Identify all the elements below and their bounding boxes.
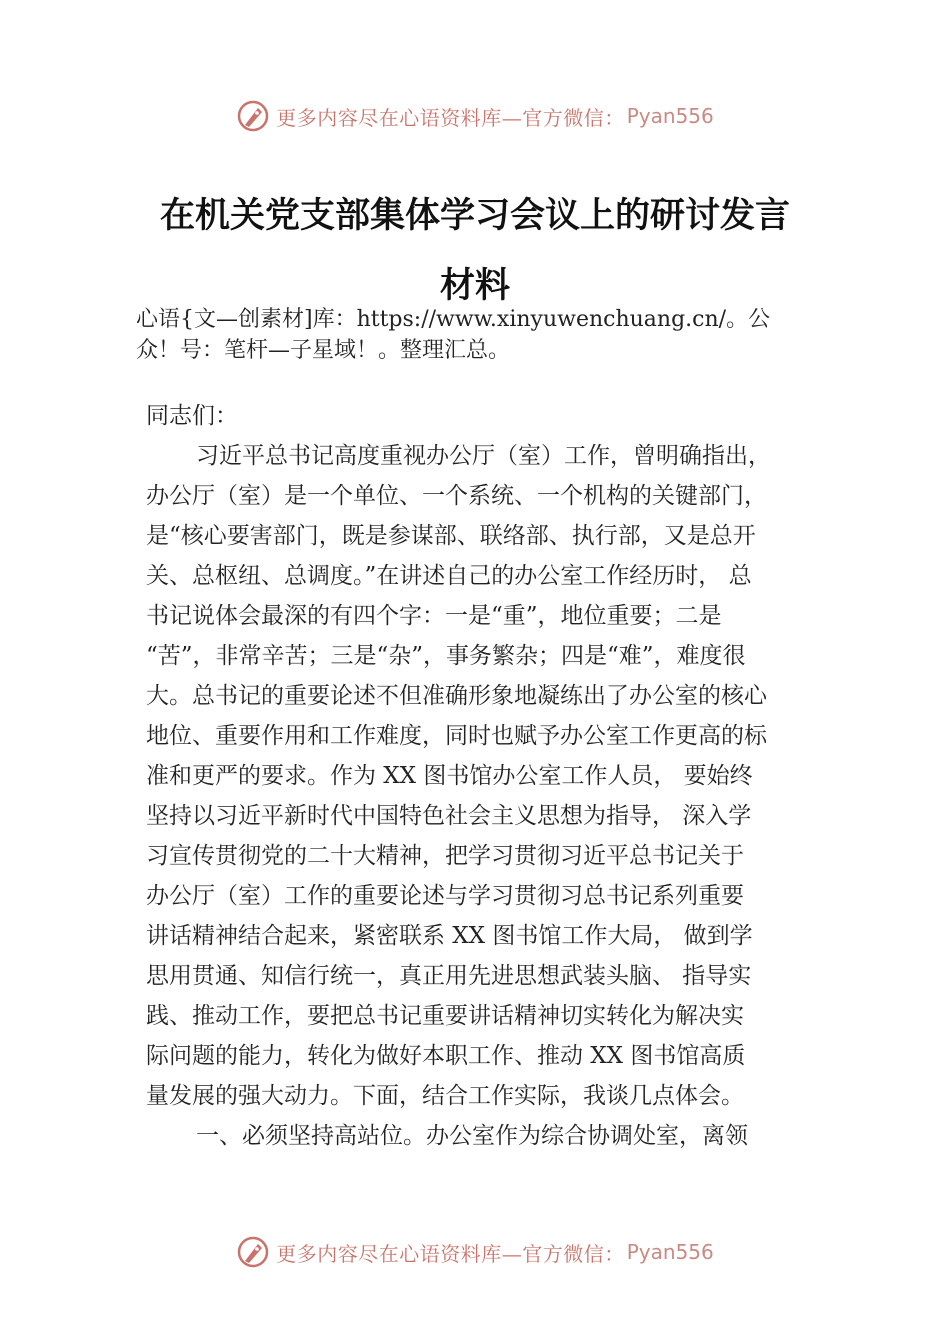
body-line: 习近平总书记高度重视办公厅（室）工作，曾明确指出，: [196, 443, 771, 469]
source-note: [136, 304, 836, 366]
body-line: 书记说体会最深的有四个字：一是“重”，地位重要；二是: [146, 603, 722, 629]
body-line: 坚持以习近平新时代中国特色社会主义思想为指导， 深入学: [146, 803, 752, 829]
source-note-line1: 心语{文—创素材]库：https://www.xinyuwenchuang.cn/。公: [136, 307, 771, 332]
watermark-text: 更多内容尽在心语资料库—官方微信：: [276, 1241, 625, 1266]
body-line: “苦”，非常辛苦；三是“杂”，事务繁杂；四是“难”，难度很: [146, 643, 746, 669]
body-line: 是“核心要害部门，既是参谋部、联络部、执行部，又是总开: [146, 523, 756, 549]
body-line: 关、总枢纽、总调度。”在讲述自己的办公室工作经历时， 总: [146, 563, 752, 589]
document-title-line1: 在机关党支部集体学习会议上的研讨发言: [159, 195, 790, 236]
salutation: 同志们：: [146, 403, 238, 429]
body-line: 际问题的能力，转化为做好本职工作、推动 XX 图书馆高质: [146, 1043, 746, 1069]
body-line: 践、推动工作，要把总书记重要讲话精神切实转化为解决实: [146, 1003, 744, 1029]
watermark-text: 更多内容尽在心语资料库—官方微信：: [276, 105, 625, 130]
body-line: 办公厅（室）是一个单位、一个系统、一个机构的关键部门，: [146, 483, 767, 509]
body-line: 大。总书记的重要论述不但准确形象地凝练出了办公室的核心: [146, 683, 767, 709]
body-line: 量发展的强大动力。下面，结合工作实际，我谈几点体会。: [146, 1083, 744, 1109]
source-note-line2: 众！号：笔杆—子星域！。整理汇总。: [136, 338, 511, 363]
footer-watermark: [0, 1232, 950, 1272]
body-text: [146, 436, 836, 1156]
body-line: 思用贯通、知信行统一，真正用先进思想武装头脑、 指导实: [146, 963, 752, 989]
body-line: 习宣传贯彻党的二十大精神，把学习贯彻习近平总书记关于: [146, 843, 744, 869]
body-line: 一、必须坚持高站位。办公室作为综合协调处室，离领: [196, 1123, 748, 1149]
body-line: 地位、重要作用和工作难度，同时也赋予办公室工作更高的标: [146, 723, 767, 749]
pen-nib-logo-icon: [236, 99, 270, 133]
pen-nib-logo-icon: [236, 1235, 270, 1269]
watermark-wechat-id: Pyan556: [626, 104, 714, 128]
header-watermark: [0, 96, 950, 136]
body-line: 办公厅（室）工作的重要论述与学习贯彻习总书记系列重要: [146, 883, 744, 909]
watermark-wechat-id: Pyan556: [626, 1240, 714, 1264]
body-line: 准和更严的要求。作为 XX 图书馆办公室工作人员， 要始终: [146, 763, 753, 789]
body-line: 讲话精神结合起来，紧密联系 XX 图书馆工作大局， 做到学: [146, 923, 753, 949]
document-title-line2: 材料: [439, 265, 510, 306]
